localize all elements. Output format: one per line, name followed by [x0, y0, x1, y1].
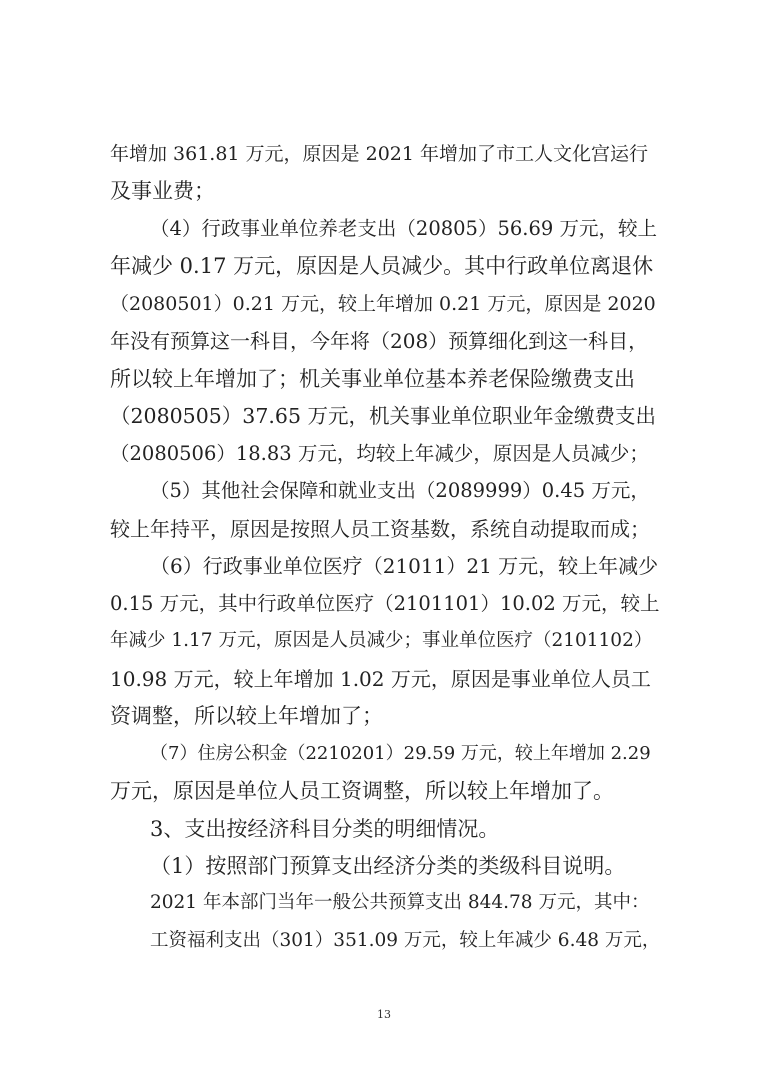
- page-number: 13: [377, 1008, 391, 1021]
- document-page: 年增加 361.81 万元，原因是 2021 年增加了市工人文化宫运行 及事业费； （4）行政事业单位养老支出（20805）56.69 万元，较上 年减少 0.17 万元，原因是人员减少。其中行政单位离退休 （2080501）0.21 万元，较上年增加 0.21 万元，原因是 2020 年没有预算这一科目，今年将（208）预算细化到这一科目， 所以较上年增加了；机关事业单位基本养老保险缴费支出 （2080505）37.65 万元，机关事业单位职业年金缴费支出 （2080506）18.83 万元，均较上年减少，原因是人员减少； （5）其他社会保障和就业支出（2089999）0.45 万元， 较上年持平，原因是按照人员工资基数，系统自动提取而成； （6）行政事业单位医疗（21011）21 万元，较上年减少 0.15 万元，其中行政单位医疗（2101101）10.02 万元，较上 年减少 1.17 万元，原因是人员减少；事业单位医疗（2101102） 10.98 万元，较上年增加 1.02 万元，原因是事业单位人员工 资调整，所以较上年增加了； （7）住房公积金（2210201）29.59 万元，较上年增加 2.29 万元，原因是单位人员工资调整，所以较上年增加了。 3、支出按经济科目分类的明细情况。 （1）按照部门预算支出经济分类的类级科目说明。 2021 年本部门当年一般公共预算支出 844.78 万元，其中： 工资福利支出（301）351.09 万元，较上年减少 6.48 万元， 13: [0, 0, 768, 1086]
